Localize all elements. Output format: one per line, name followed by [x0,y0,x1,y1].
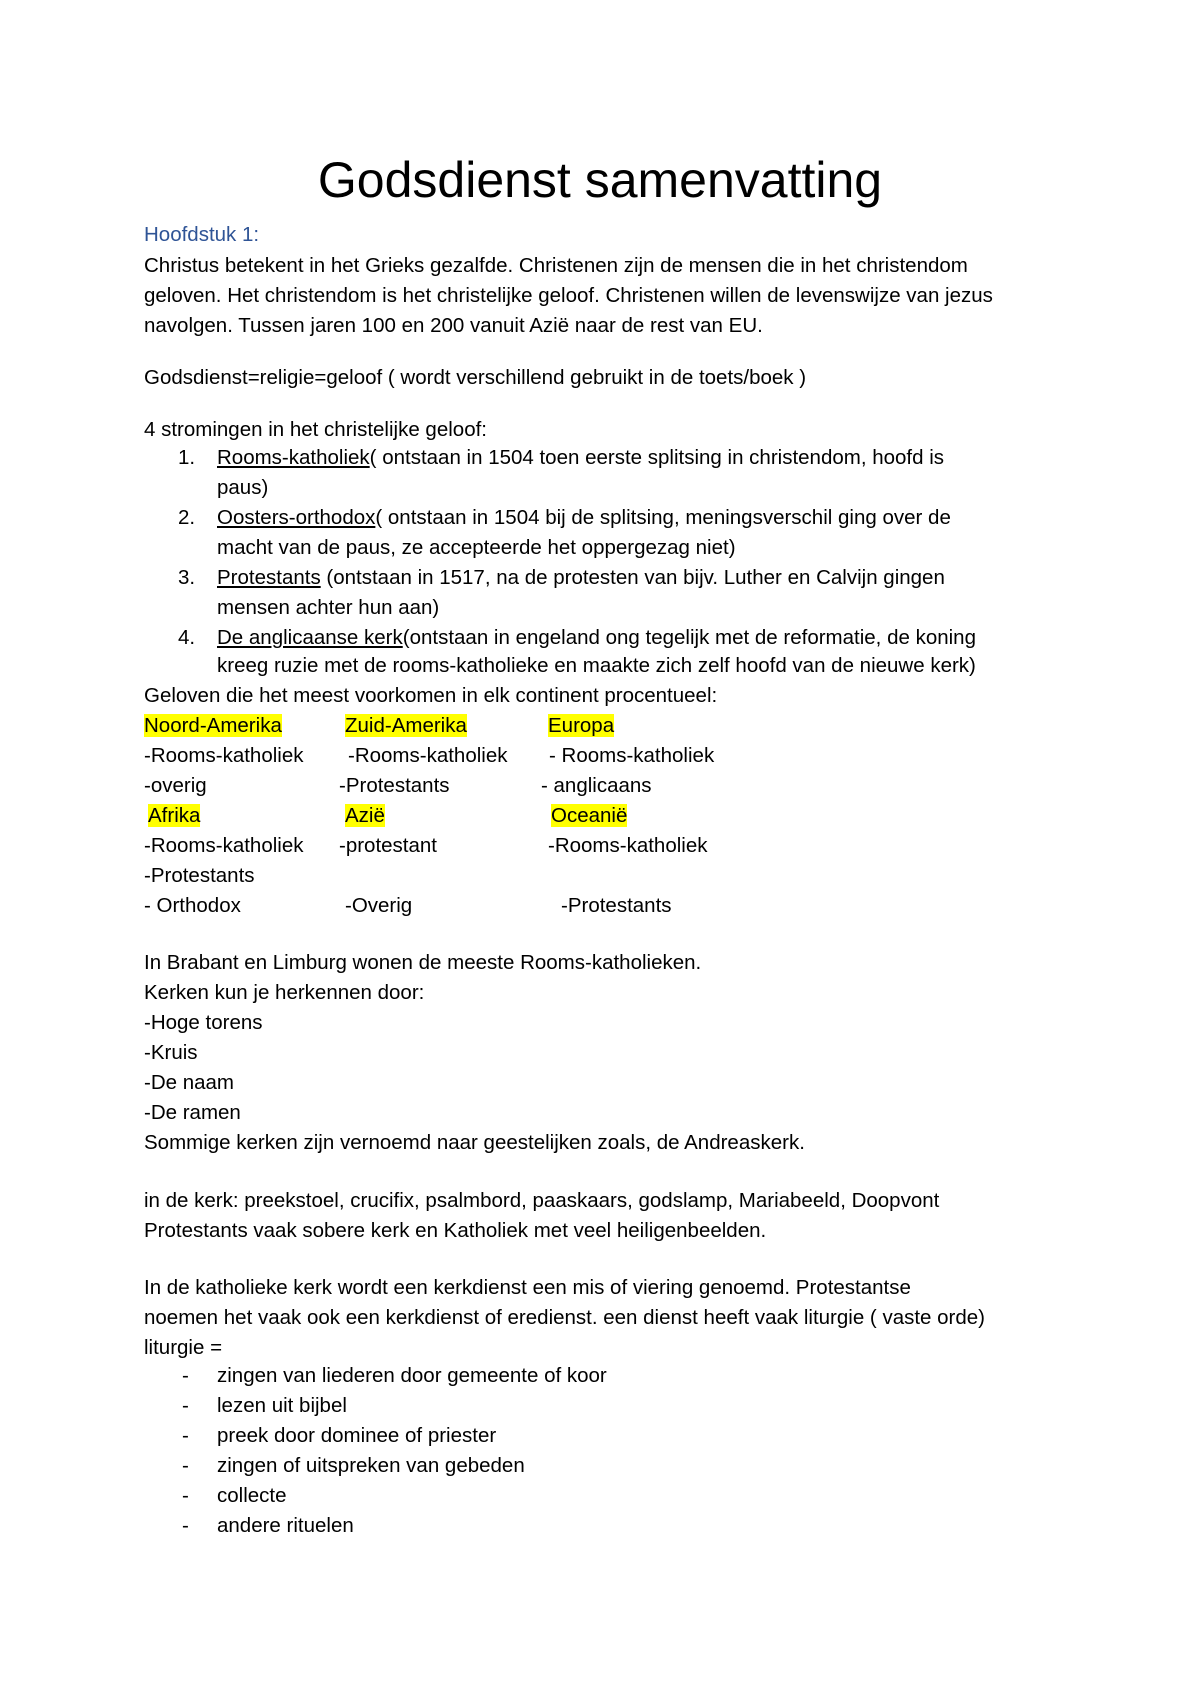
service-line: In de katholieke kerk wordt een kerkdienst een mis of viering genoemd. Protestantse [144,1276,911,1299]
bullet: - [182,1424,189,1447]
in-church-line: in de kerk: preekstoel, crucifix, psalmbord, paaskaars, godslamp, Mariabeeld, Doopvont [144,1189,940,1212]
list-item-continuation: macht van de paus, ze accepteerde het oppergezag niet) [217,536,736,559]
stream-name: De anglicaanse kerk [217,626,403,649]
intro-line: navolgen. Tussen jaren 100 en 200 vanuit Azië naar de rest van EU. [144,314,763,337]
continent-header [548,711,614,741]
table-cell: -Overig [345,894,413,917]
table-cell: -Protestants [339,774,450,797]
liturgy-item: lezen uit bijbel [217,1394,347,1417]
service-line: liturgie = [144,1336,223,1359]
list-item-continuation: paus) [217,476,269,499]
table-cell: -Rooms-katholiek [144,834,304,857]
liturgy-item: zingen van liederen door gemeente of koor [217,1364,607,1387]
list-item [217,503,951,533]
named-after-line: Sommige kerken zijn vernoemd naar geestelijken zoals, de Andreaskerk. [144,1131,805,1154]
list-number: 2. [178,506,196,529]
stream-name: Rooms-katholiek [217,446,370,469]
table-cell: -Protestants [144,864,255,887]
liturgy-item: andere rituelen [217,1514,354,1537]
stream-text: ( ontstaan in 1504 toen eerste splitsing in christendom, hoofd is [369,446,945,469]
liturgy-item: preek door dominee of priester [217,1424,497,1447]
stream-name: Protestants [217,566,321,589]
service-line: noemen het vaak ook een kerkdienst of eredienst. een dienst heeft vaak liturgie ( vaste orde) [144,1306,986,1329]
table-cell: - Rooms-katholiek [549,744,715,767]
continent-noord-amerika: Noord-Amerika [144,714,282,737]
bullet: - [182,1484,189,1507]
table-cell: - anglicaans [541,774,652,797]
continent-azie: Azië [345,804,385,827]
brabant-line: In Brabant en Limburg wonen de meeste Rooms-katholieken. [144,951,702,974]
recognize-item: -Hoge torens [144,1011,263,1034]
table-cell: -Rooms-katholiek [348,744,508,767]
liturgy-item: collecte [217,1484,287,1507]
in-church-line: Protestants vaak sobere kerk en Katholiek met veel heiligenbeelden. [144,1219,767,1242]
recognize-item: -De naam [144,1071,235,1094]
continent-header [345,711,467,741]
stream-text: (ontstaan in engeland ong tegelijk met de reformatie, de koning [402,626,976,649]
list-number: 3. [178,566,196,589]
table-cell: -protestant [339,834,437,857]
table-cell: -Rooms-katholiek [548,834,708,857]
recognize-intro: Kerken kun je herkennen door: [144,981,425,1004]
continent-header [144,711,282,741]
chapter-heading: Hoofdstuk 1: [144,223,260,246]
stream-text: ( ontstaan in 1504 bij de splitsing, meningsverschil ging over de [375,506,951,529]
table-cell: - Orthodox [144,894,241,917]
list-number: 1. [178,446,196,469]
recognize-item: -De ramen [144,1101,241,1124]
bullet: - [182,1394,189,1417]
stream-text: (ontstaan in 1517, na de protesten van bijv. Luther en Calvijn gingen [320,566,945,589]
intro-line: Christus betekent in het Grieks gezalfde. Christenen zijn de mensen die in het christendom [144,254,968,277]
bullet: - [182,1454,189,1477]
continent-oceanie: Oceanië [551,804,628,827]
table-cell: -Rooms-katholiek [144,744,304,767]
continent-header [148,801,200,831]
list-item-continuation: mensen achter hun aan) [217,596,440,619]
table-cell: -Protestants [561,894,672,917]
list-number: 4. [178,626,196,649]
intro-line: geloven. Het christendom is het christelijke geloof. Christenen willen de levenswijze van jezus [144,284,993,307]
list-item [217,443,944,473]
list-item [217,623,976,653]
continent-europa: Europa [548,714,615,737]
recognize-item: -Kruis [144,1041,198,1064]
continent-header [345,801,385,831]
liturgy-item: zingen of uitspreken van gebeden [217,1454,525,1477]
table-cell: -overig [144,774,207,797]
definition-line: Godsdienst=religie=geloof ( wordt verschillend gebruikt in de toets/boek ) [144,366,807,389]
continent-afrika: Afrika [148,804,201,827]
continent-header [551,801,627,831]
page-title: Godsdienst samenvatting [317,152,883,208]
bullet: - [182,1514,189,1537]
streams-intro: 4 stromingen in het christelijke geloof: [144,418,487,441]
continent-zuid-amerika: Zuid-Amerika [345,714,467,737]
list-item [217,563,945,593]
continents-intro: Geloven die het meest voorkomen in elk continent procentueel: [144,684,718,707]
bullet: - [182,1364,189,1387]
list-item-continuation: kreeg ruzie met de rooms-katholieke en maakte zich zelf hoofd van de nieuwe kerk) [217,654,976,677]
stream-name: Oosters-orthodox [217,506,376,529]
